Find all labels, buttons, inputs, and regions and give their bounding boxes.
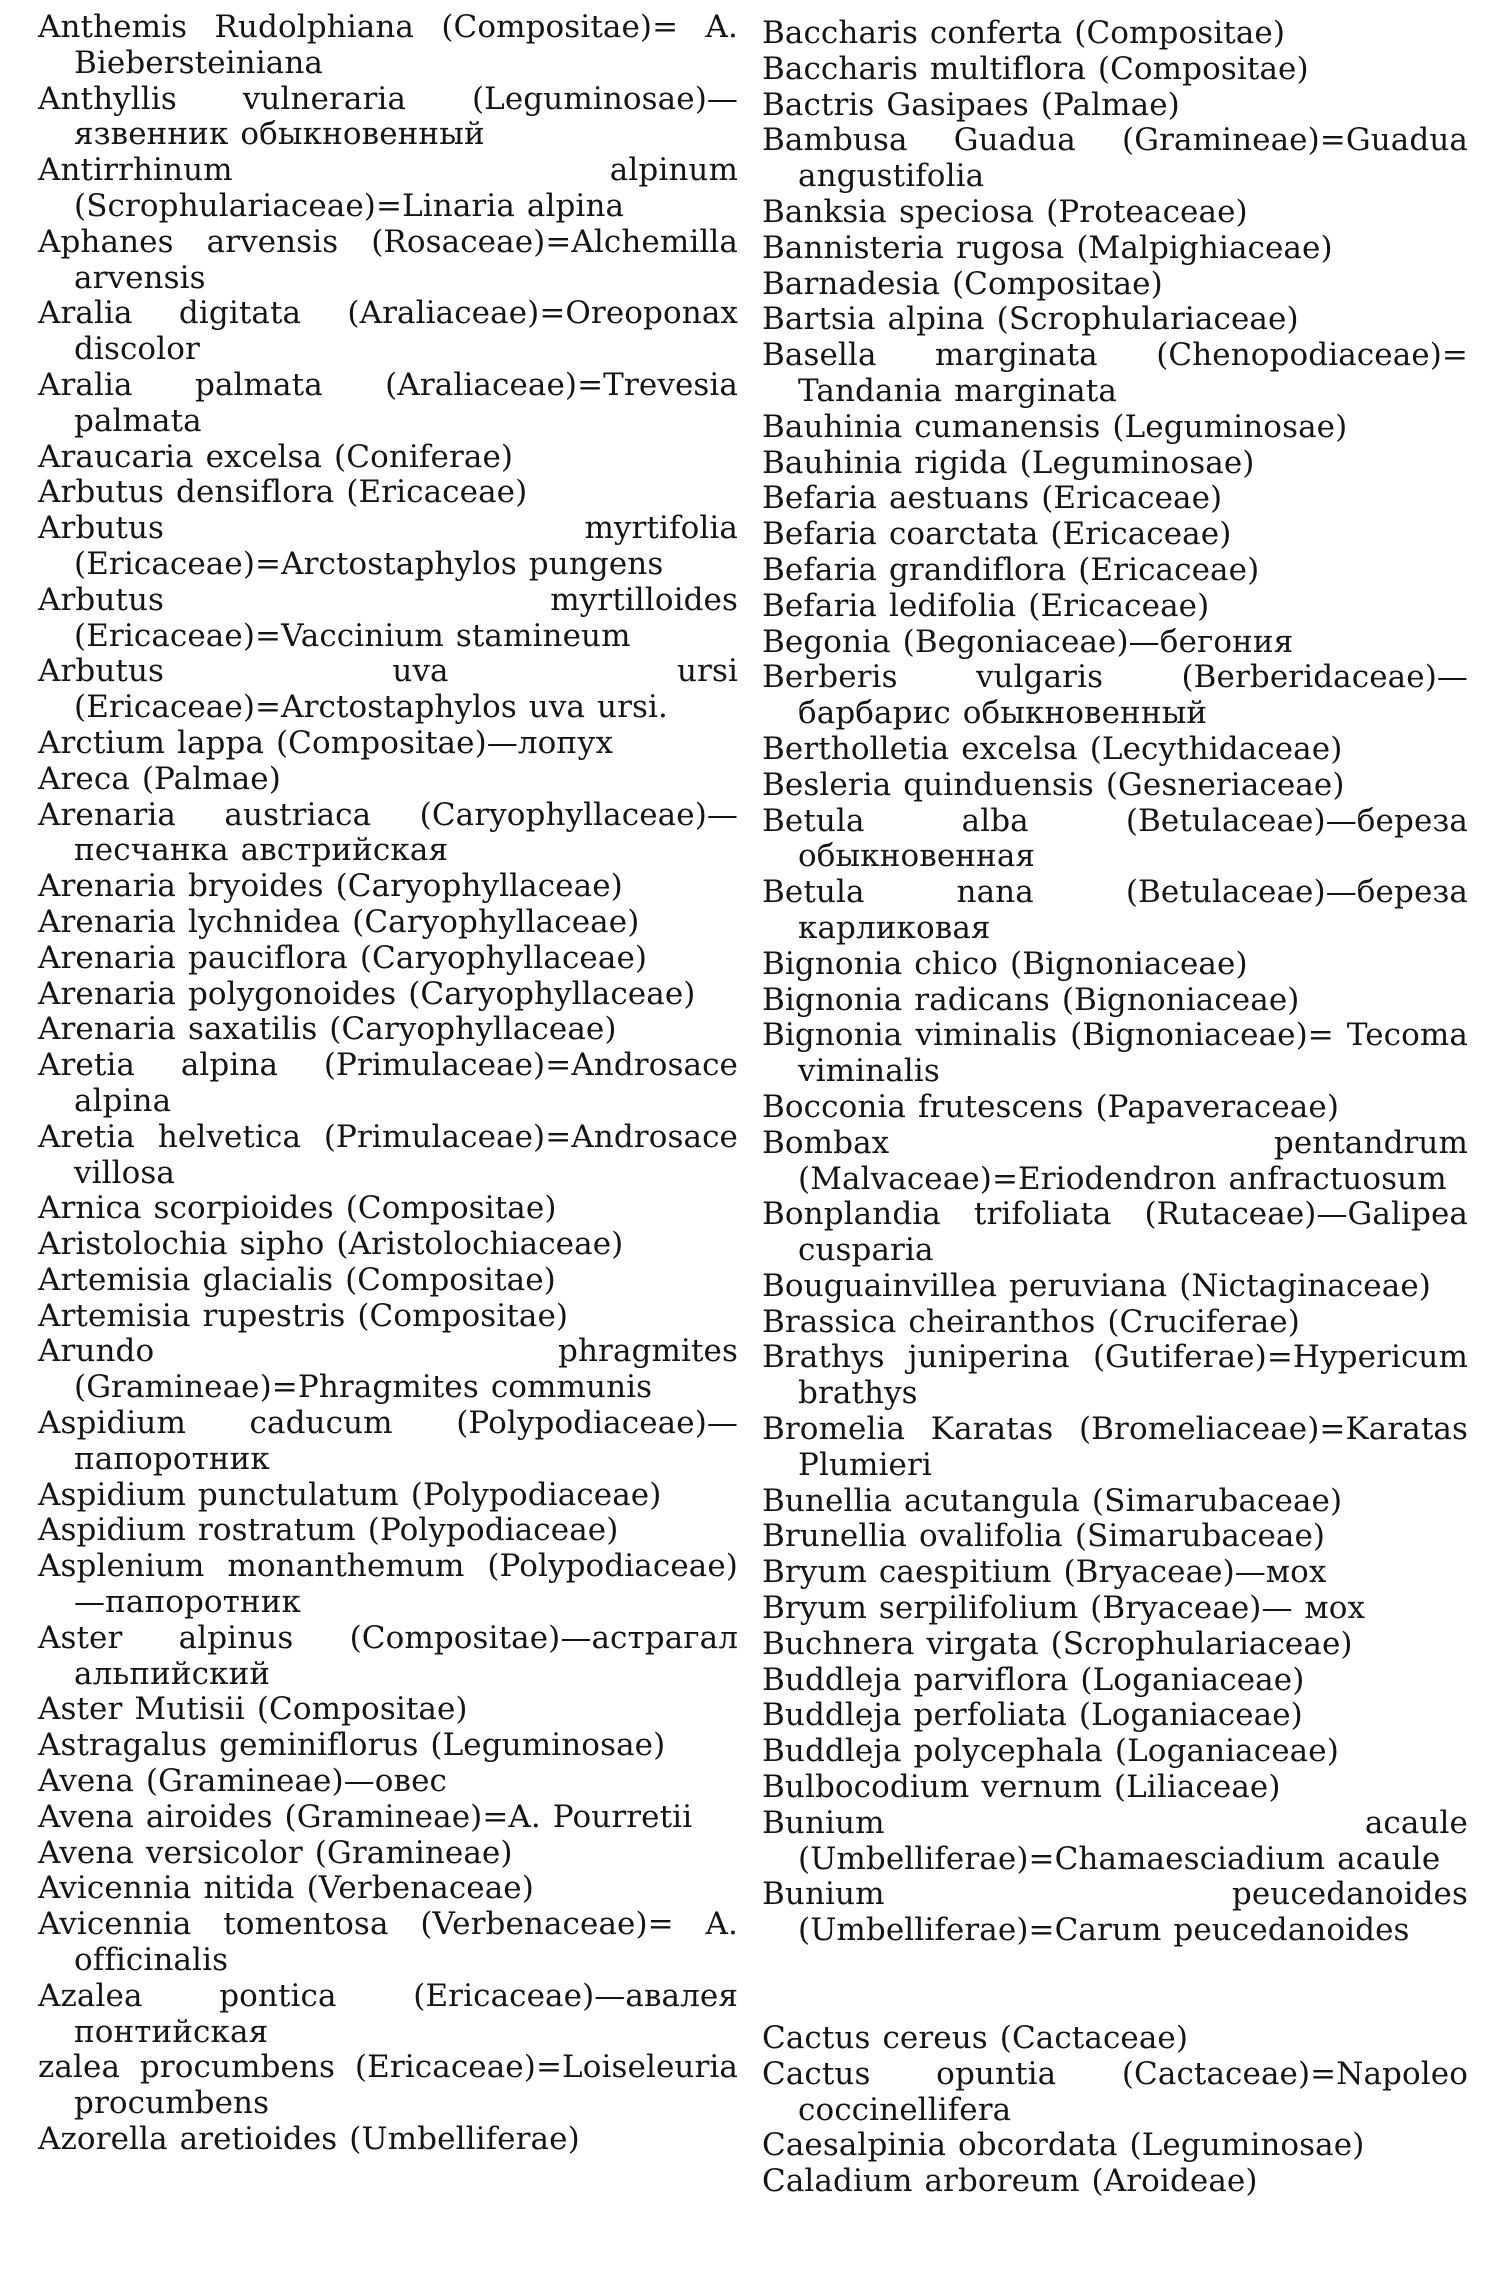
index-entry: Bannisteria rugosa (Malpighiaceae) <box>762 229 1333 266</box>
index-entry: Befaria ledifolia (Ericaceae) <box>762 587 1210 624</box>
index-entry: Bauhinia rigida (Leguminosae) <box>762 444 1255 481</box>
index-entry: Azorella aretioides (Umbelliferae) <box>38 2121 580 2158</box>
index-entry: Cactus cereus (Cactaceae) <box>762 2020 1189 2057</box>
index-entry: Aristolochia sipho (Aristolochiaceae) <box>38 1226 624 1263</box>
index-entry: Betula nana (Betulaceae)—береза карликовая <box>762 874 1468 946</box>
section-b <box>762 16 1468 1949</box>
index-entry: Arbutus myrtifolia (Ericaceae)=Arctostaphylos pungens <box>38 510 738 582</box>
index-entry: Arenaria pauciflora (Caryophyllaceae) <box>38 939 648 976</box>
index-entry: Araucaria excelsa (Coniferae) <box>38 438 514 475</box>
index-entry: Avena versicolor (Gramineae) <box>38 1834 513 1871</box>
index-entry: Befaria aestuans (Ericaceae) <box>762 480 1223 517</box>
index-entry: Anthemis Rudolphiana (Compositae)= A. Biebersteiniana <box>38 9 738 81</box>
index-entry: Arenaria bryoides (Caryophyllaceae) <box>38 868 623 905</box>
index-entry: Bertholletia excelsa (Lecythidaceae) <box>762 730 1343 767</box>
index-entry: Artemisia rupestris (Compositae) <box>38 1297 569 1334</box>
index-entry: Aspidium caducum (Polypodiaceae)— папоротник <box>38 1405 738 1477</box>
left-column <box>38 10 738 2158</box>
index-entry: Arenaria austriaca (Caryophyllaceae)— песчанка австрийская <box>38 796 738 869</box>
index-entry: Avena airoides (Gramineae)=A. Pourretii <box>38 1798 693 1835</box>
index-entry: Bunium peucedanoides (Umbelliferae)=Carum peucedanoides <box>762 1876 1468 1949</box>
index-entry: Bulbocodium vernum (Liliaceae) <box>762 1769 1281 1806</box>
right-column <box>762 16 1468 2200</box>
index-entry: zalea procumbens (Ericaceae)=Loiseleuria procumbens <box>38 2049 738 2122</box>
index-entry: Bonplandia trifoliata (Rutaceae)—Galipea cusparia <box>762 1196 1468 1269</box>
index-entry: Arbutus myrtilloides (Ericaceae)=Vaccinium stamineum <box>38 581 738 654</box>
index-entry: Arbutus densiflora (Ericaceae) <box>38 474 528 511</box>
section-c <box>762 2021 1468 2200</box>
index-entry: Buddleja parviflora (Loganiaceae) <box>762 1661 1305 1698</box>
index-entry: Brunellia ovalifolia (Simarubaceae) <box>762 1518 1326 1555</box>
index-entry: Avicennia tomentosa (Verbenaceae)= A. officinalis <box>38 1906 738 1979</box>
index-entry: Bauhinia cumanensis (Leguminosae) <box>762 408 1348 445</box>
index-entry: Aster Mutisii (Compositae) <box>38 1691 468 1728</box>
index-entry: Astragalus geminiflorus (Leguminosae) <box>38 1727 666 1764</box>
index-entry: Arctium lappa (Compositae)—лопух <box>38 724 614 761</box>
index-entry: Brathys juniperina (Gutiferae)=Hypericum brathys <box>762 1339 1468 1412</box>
index-entry: Buddleja polycephala (Loganiaceae) <box>762 1733 1339 1770</box>
index-entry: Basella marginata (Chenopodiaceae)= Tandania marginata <box>762 337 1468 409</box>
index-entry: Baccharis multiflora (Compositae) <box>762 50 1309 87</box>
index-entry: Avicennia nitida (Verbenaceae) <box>38 1870 534 1907</box>
index-entry: Aretia alpina (Primulaceae)=Androsace alpina <box>38 1047 738 1119</box>
index-entry: Arenaria lychnidea (Caryophyllaceae) <box>38 903 640 940</box>
index-entry: Antirrhinum alpinum (Scrophulariaceae)=Linaria alpina <box>38 152 738 224</box>
index-entry: Berberis vulgaris (Berberidaceae)—барбарис обыкновенный <box>762 659 1468 732</box>
index-entry: Azalea pontica (Ericaceae)—авалея понтийская <box>38 1977 738 2050</box>
index-entry: Aralia digitata (Araliaceae)=Oreoponax discolor <box>38 295 738 368</box>
index-entry: Aphanes arvensis (Rosaceae)=Alchemilla arvensis <box>38 223 738 296</box>
index-entry: Cactus opuntia (Cactaceae)=Napoleo coccinellifera <box>762 2055 1468 2128</box>
index-entry: Aspidium rostratum (Polypodiaceae) <box>38 1512 619 1549</box>
index-entry: Bactris Gasipaes (Palmae) <box>762 86 1180 123</box>
index-entry: Buddleja perfoliata (Loganiaceae) <box>762 1697 1303 1734</box>
index-entry: Brassica cheiranthos (Cruciferae) <box>762 1303 1300 1340</box>
index-entry: Bartsia alpina (Scrophulariaceae) <box>762 301 1299 338</box>
index-entry: Aretia helvetica (Primulaceae)=Androsace villosa <box>38 1118 738 1191</box>
index-entry: Bryum caespitium (Bryaceae)—мох <box>762 1554 1327 1591</box>
index-entry: Bignonia viminalis (Bignoniaceae)= Tecoma viminalis <box>762 1017 1468 1090</box>
index-entry: Bombax pentandrum (Malvaceae)=Eriodendron anfractuosum <box>762 1124 1468 1197</box>
index-entry: Avena (Gramineae)—овес <box>38 1763 448 1800</box>
index-entry: Arenaria saxatilis (Caryophyllaceae) <box>38 1011 617 1048</box>
index-entry: Arnica scorpioides (Compositae) <box>38 1190 557 1227</box>
index-entry: Befaria grandiflora (Ericaceae) <box>762 551 1260 588</box>
index-entry: Anthyllis vulneraria (Leguminosae)— язвенник обыкновенный <box>38 80 738 153</box>
index-entry: Arbutus uva ursi (Ericaceae)=Arctostaphylos uva ursi. <box>38 653 738 726</box>
index-entry: Bouguainvillea peruviana (Nictaginaceae) <box>762 1267 1431 1304</box>
index-entry: Arundo phragmites (Gramineae)=Phragmites communis <box>38 1333 738 1406</box>
index-entry: Bunellia acutangula (Simarubaceae) <box>762 1482 1343 1519</box>
index-entry: Caesalpinia obcordata (Leguminosae) <box>762 2127 1365 2164</box>
index-entry: Betula alba (Betulaceae)—береза обыкновенная <box>762 802 1468 875</box>
index-entry: Bignonia chico (Bignoniaceae) <box>762 945 1248 982</box>
index-entry: Buchnera virgata (Scrophulariaceae) <box>762 1625 1353 1662</box>
index-entry: Asplenium monanthemum (Polypodiaceae)—папоротник <box>38 1548 738 1621</box>
index-entry: Bunium acaule (Umbelliferae)=Chamaesciadium acaule <box>762 1804 1468 1877</box>
index-entry: Baccharis conferta (Compositae) <box>762 15 1286 51</box>
section-gap <box>762 1949 1468 2021</box>
index-entry: Befaria coarctata (Ericaceae) <box>762 516 1232 553</box>
index-entry: Banksia speciosa (Proteaceae) <box>762 193 1248 230</box>
index-entry: Arenaria polygonoides (Caryophyllaceae) <box>38 975 696 1012</box>
index-entry: Aralia palmata (Araliaceae)=Trevesia palmata <box>38 366 738 439</box>
index-entry: Begonia (Begoniaceae)—бегония <box>762 623 1294 660</box>
index-entry: Bryum serpilifolium (Bryaceae)— мох <box>762 1590 1366 1627</box>
index-entry: Aster alpinus (Compositae)—астрагал альпийский <box>38 1619 738 1692</box>
index-entry: Areca (Palmae) <box>38 760 281 797</box>
index-entry: Bignonia radicans (Bignoniaceae) <box>762 981 1300 1018</box>
index-entry: Aspidium punctulatum (Polypodiaceae) <box>38 1476 662 1513</box>
index-entry: Bambusa Guadua (Gramineae)=Guadua angustifolia <box>762 122 1468 195</box>
index-entry: Barnadesia (Compositae) <box>762 265 1163 302</box>
index-entry: Bromelia Karatas (Bromeliaceae)=Karatas Plumieri <box>762 1411 1468 1483</box>
index-entry: Artemisia glacialis (Compositae) <box>38 1261 556 1298</box>
index-entry: Caladium arboreum (Aroideae) <box>762 2163 1258 2200</box>
index-entry: Bocconia frutescens (Papaveraceae) <box>762 1088 1340 1125</box>
index-entry: Besleria quinduensis (Gesneriaceae) <box>762 766 1345 803</box>
